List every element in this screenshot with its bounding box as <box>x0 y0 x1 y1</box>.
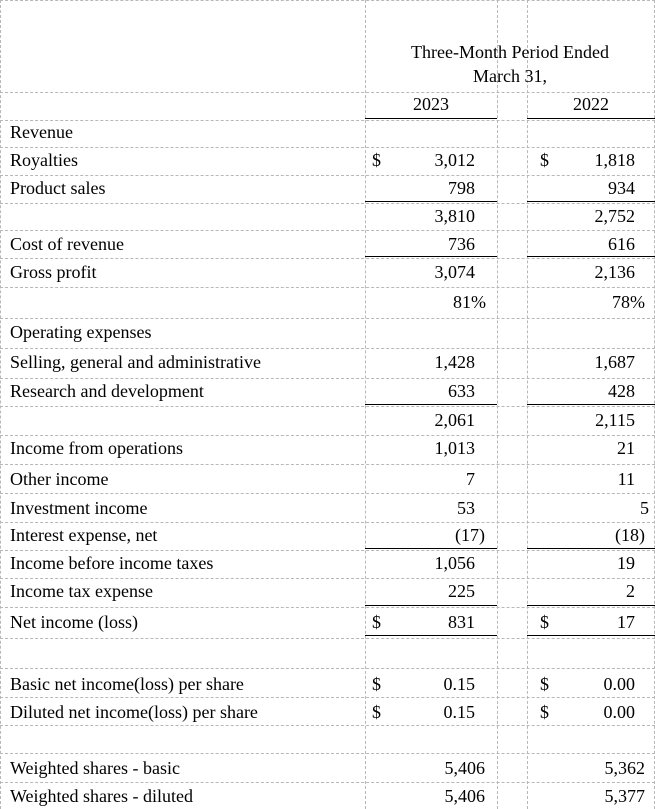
value-diluted-eps-2022: 0.00 <box>603 702 635 722</box>
grid-line <box>0 318 655 319</box>
currency-symbol: $ <box>372 674 381 694</box>
grid-line <box>0 607 655 608</box>
value-income-tax-2022: 2 <box>626 581 635 601</box>
currency-symbol: $ <box>372 702 381 722</box>
total-rule <box>527 635 655 636</box>
value-weighted-diluted-2023: 5,406 <box>444 786 485 806</box>
grid-line <box>0 550 655 551</box>
grid-line <box>0 522 655 523</box>
value-interest-expense-2023: (17) <box>455 525 485 545</box>
grid-line <box>497 0 498 809</box>
value-total-opex-2023: 2,061 <box>434 410 475 430</box>
value-product-sales-2022: 934 <box>608 178 635 198</box>
subtotal-rule <box>365 548 497 549</box>
grid-line <box>0 0 655 1</box>
period-header-line2: March 31, <box>473 66 547 86</box>
value-net-income-2023: 831 <box>448 612 475 632</box>
currency-symbol: $ <box>372 612 381 632</box>
grid-line <box>0 147 655 148</box>
value-income-from-operations-2022: 21 <box>617 438 635 458</box>
grid-line <box>0 120 655 121</box>
label-diluted-eps: Diluted net income(loss) per share <box>10 702 258 722</box>
currency-symbol: $ <box>372 150 381 170</box>
currency-symbol: $ <box>540 612 549 632</box>
value-gross-margin-2022: 78% <box>612 292 645 312</box>
subtotal-rule <box>527 605 655 606</box>
value-weighted-basic-2022: 5,362 <box>604 758 645 778</box>
label-operating-expenses: Operating expenses <box>10 322 152 342</box>
value-product-sales-2023: 798 <box>448 178 475 198</box>
grid-line <box>0 92 655 93</box>
grid-line <box>0 203 655 204</box>
grid-line <box>0 668 655 669</box>
subtotal-rule <box>527 404 655 405</box>
label-product-sales: Product sales <box>10 178 106 198</box>
label-royalties: Royalties <box>10 150 78 170</box>
value-other-income-2023: 7 <box>466 469 475 489</box>
grid-line <box>0 175 655 176</box>
grid-line <box>0 435 655 436</box>
value-royalties-2022: 1,818 <box>594 150 635 170</box>
label-income-tax-expense: Income tax expense <box>10 581 153 601</box>
grid-line <box>0 725 655 726</box>
label-weighted-basic: Weighted shares - basic <box>10 758 180 778</box>
subtotal-rule <box>365 404 497 405</box>
header-underline <box>365 118 497 119</box>
value-weighted-basic-2023: 5,406 <box>444 758 485 778</box>
subtotal-rule <box>527 201 655 202</box>
value-interest-expense-2022: (18) <box>615 525 645 545</box>
label-investment-income: Investment income <box>10 498 148 518</box>
subtotal-rule <box>527 548 655 549</box>
label-net-income: Net income (loss) <box>10 612 138 632</box>
value-royalties-2023: 3,012 <box>434 150 475 170</box>
value-net-income-2022: 17 <box>617 612 635 632</box>
grid-line <box>0 782 655 783</box>
currency-symbol: $ <box>540 702 549 722</box>
currency-symbol: $ <box>540 674 549 694</box>
value-gross-profit-2022: 2,136 <box>594 262 635 282</box>
value-investment-income-2023: 53 <box>457 498 475 518</box>
label-cost-of-revenue: Cost of revenue <box>10 234 124 254</box>
label-other-income: Other income <box>10 469 109 489</box>
grid-line <box>0 638 655 639</box>
label-interest-expense: Interest expense, net <box>10 525 158 545</box>
value-income-before-taxes-2023: 1,056 <box>434 553 475 573</box>
column-header-2022: 2022 <box>573 94 609 114</box>
value-rd-2022: 428 <box>608 381 635 401</box>
subtotal-rule <box>365 201 497 202</box>
grid-line <box>0 464 655 465</box>
label-research-development: Research and development <box>10 381 204 401</box>
label-revenue: Revenue <box>10 122 73 142</box>
grid-line <box>0 378 655 379</box>
value-total-opex-2022: 2,115 <box>595 410 635 430</box>
total-rule <box>365 635 497 636</box>
value-weighted-diluted-2022: 5,377 <box>604 786 645 806</box>
subtotal-rule <box>527 256 655 257</box>
grid-line <box>0 348 655 349</box>
grid-line <box>0 493 655 494</box>
value-investment-income-2022: 5 <box>640 498 649 518</box>
value-rd-2023: 633 <box>448 381 475 401</box>
grid-line <box>0 230 655 231</box>
value-income-before-taxes-2022: 19 <box>617 553 635 573</box>
label-gross-profit: Gross profit <box>10 262 97 282</box>
subtotal-rule <box>365 256 497 257</box>
value-cost-of-revenue-2023: 736 <box>448 234 475 254</box>
value-sga-2023: 1,428 <box>434 352 475 372</box>
label-income-from-operations: Income from operations <box>10 438 183 458</box>
value-total-revenue-2023: 3,810 <box>434 206 475 226</box>
grid-line <box>0 753 655 754</box>
value-basic-eps-2023: 0.15 <box>443 674 475 694</box>
value-other-income-2022: 11 <box>617 469 635 489</box>
label-sga: Selling, general and administrative <box>10 352 261 372</box>
header-underline <box>527 118 655 119</box>
column-header-2023: 2023 <box>413 94 449 114</box>
value-diluted-eps-2023: 0.15 <box>443 702 475 722</box>
value-cost-of-revenue-2022: 616 <box>608 234 635 254</box>
value-income-from-operations-2023: 1,013 <box>434 438 475 458</box>
grid-line <box>0 406 655 407</box>
label-basic-eps: Basic net income(loss) per share <box>10 674 244 694</box>
period-header-line1: Three-Month Period Ended <box>411 42 609 62</box>
value-gross-margin-2023: 81% <box>453 292 486 312</box>
grid-line <box>0 697 655 698</box>
label-weighted-diluted: Weighted shares - diluted <box>10 786 193 806</box>
value-gross-profit-2023: 3,074 <box>434 262 475 282</box>
value-basic-eps-2022: 0.00 <box>603 674 635 694</box>
grid-line <box>0 0 1 809</box>
value-total-revenue-2022: 2,752 <box>594 206 635 226</box>
value-income-tax-2023: 225 <box>448 581 475 601</box>
subtotal-rule <box>365 605 497 606</box>
grid-line <box>0 258 655 259</box>
grid-line <box>0 578 655 579</box>
label-income-before-taxes: Income before income taxes <box>10 553 214 573</box>
grid-line <box>0 287 655 288</box>
value-sga-2022: 1,687 <box>594 352 635 372</box>
currency-symbol: $ <box>540 150 549 170</box>
